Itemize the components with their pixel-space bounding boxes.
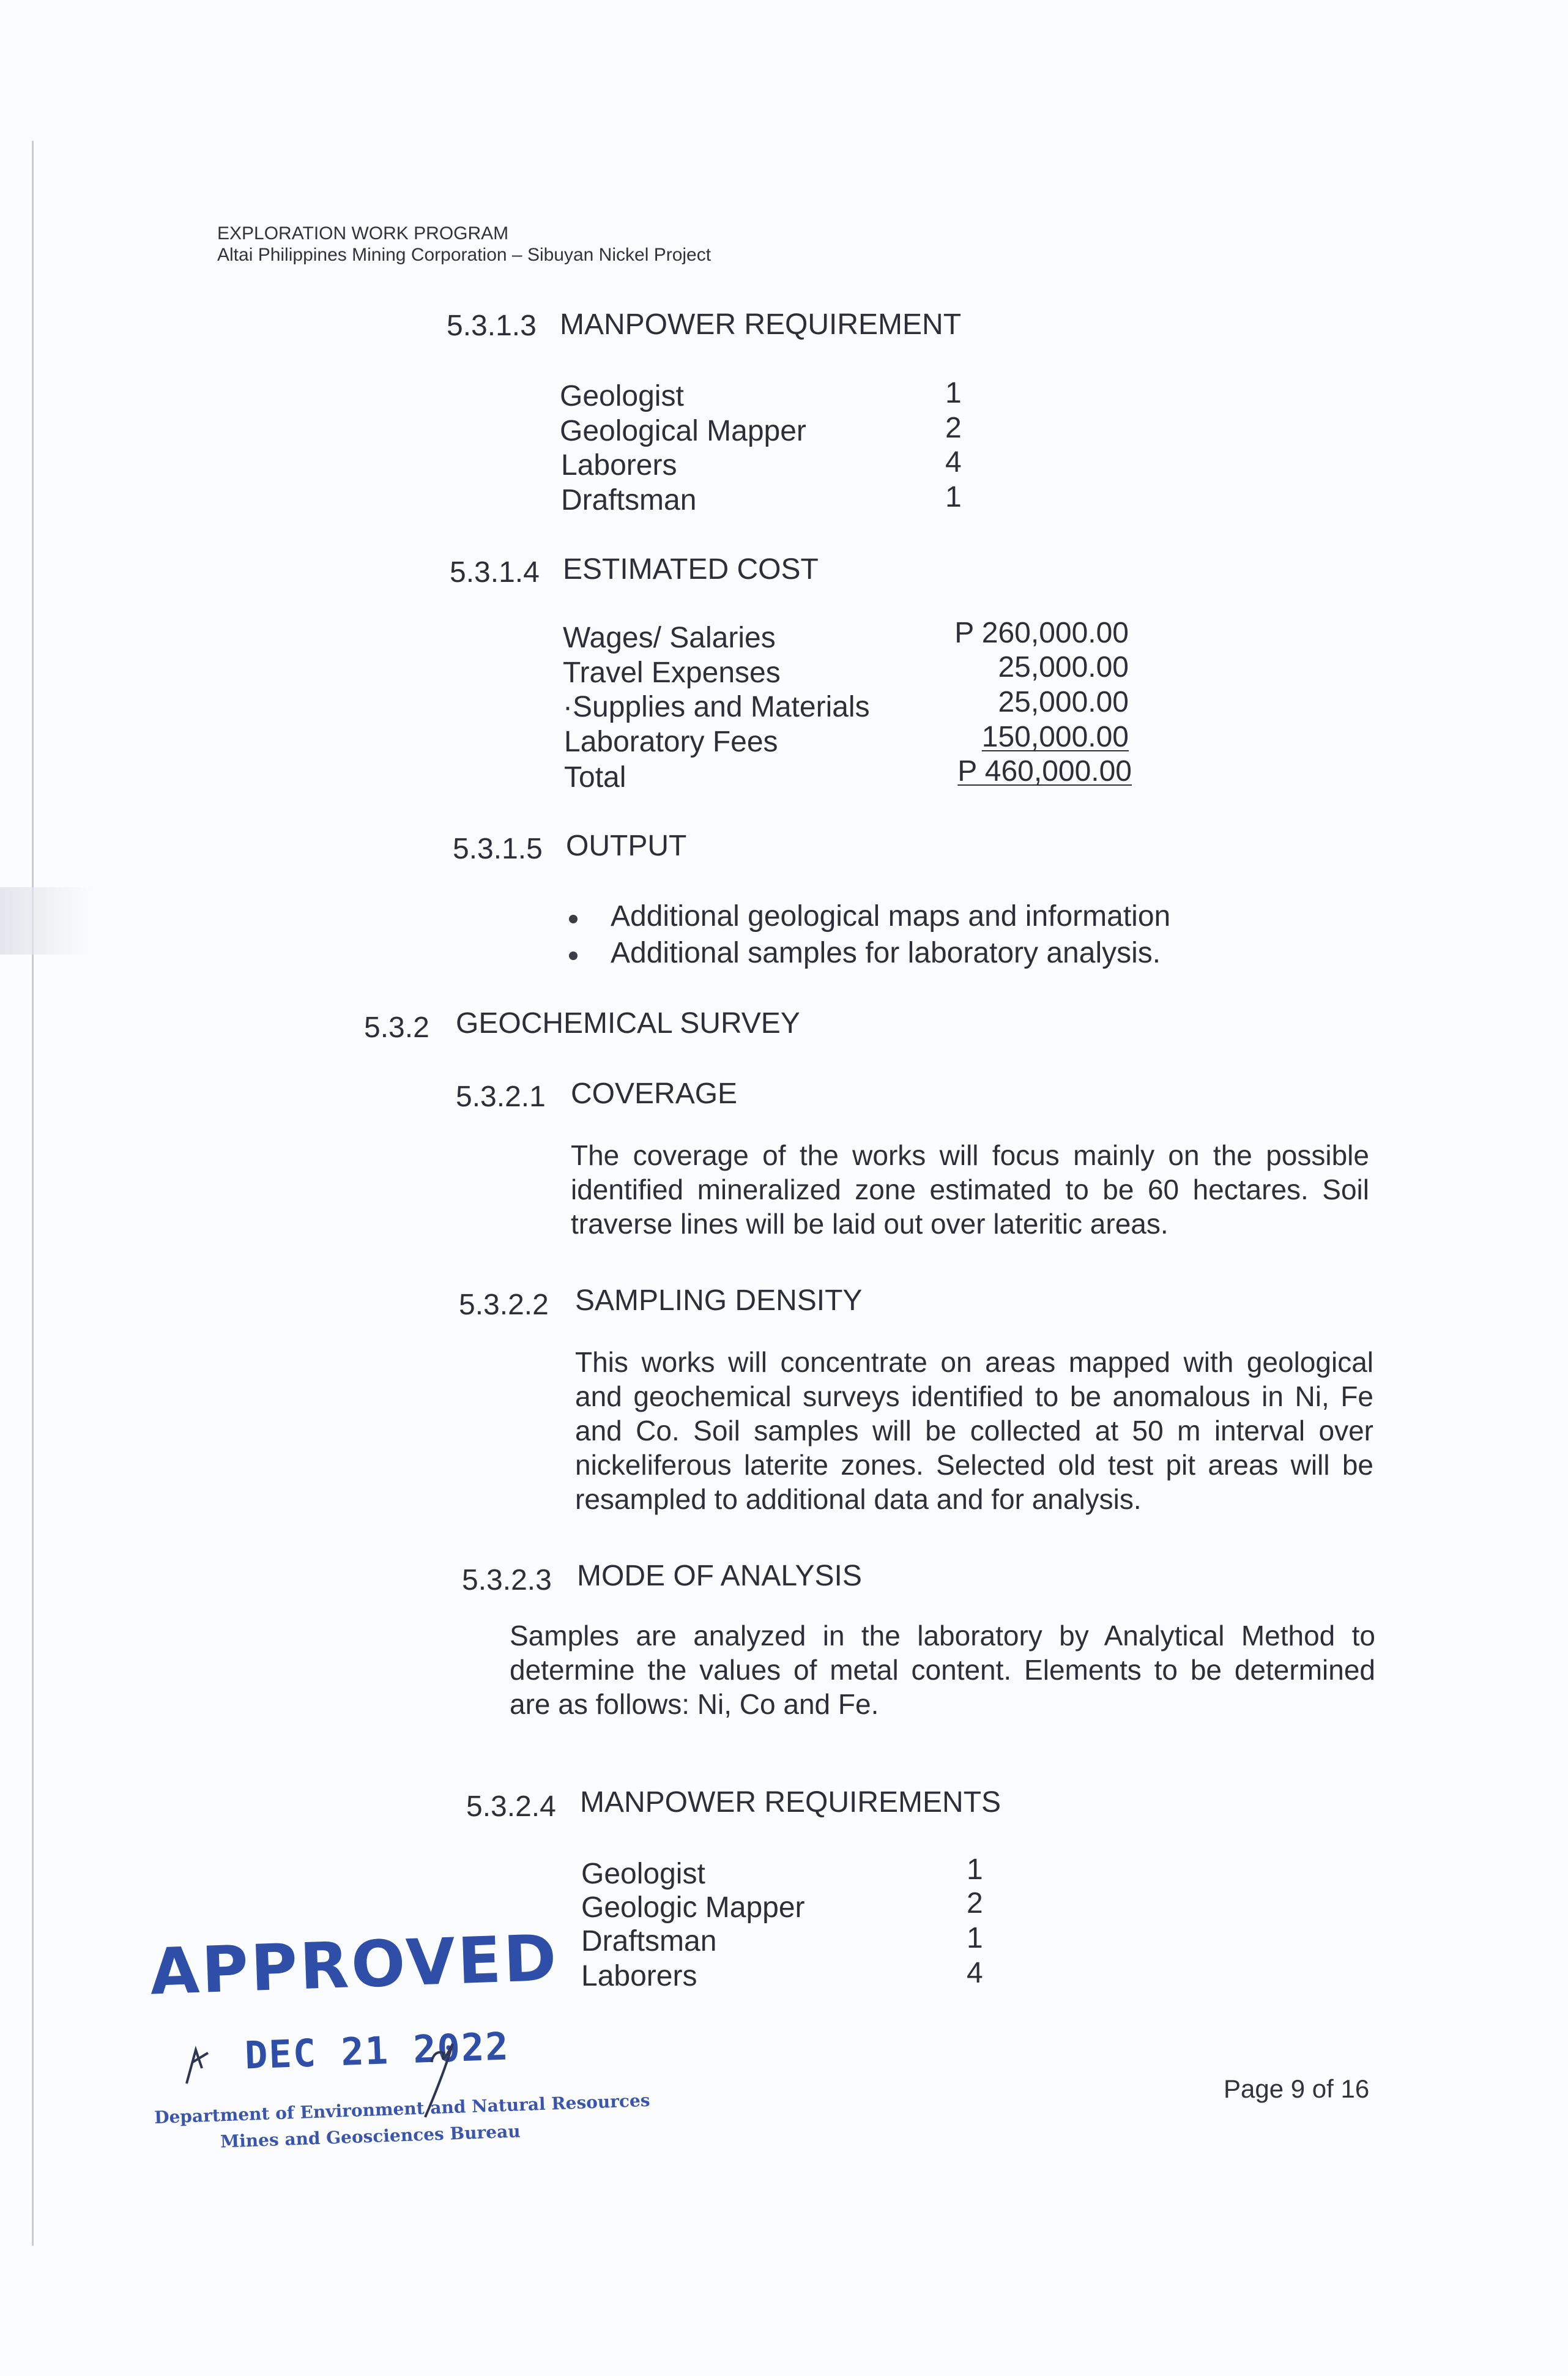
section-title: GEOCHEMICAL SURVEY [456, 1007, 800, 1040]
section-number: 5.3.1.3 [447, 310, 537, 342]
section-number: 5.3.1.5 [453, 833, 543, 865]
section-title: OUTPUT [566, 830, 687, 862]
bullet-icon [569, 952, 578, 960]
section-number: 5.3.1.4 [450, 556, 540, 589]
section-title: ESTIMATED COST [563, 553, 819, 586]
manpower-count: 1 [967, 1922, 983, 1954]
manpower-role: Draftsman [581, 1925, 717, 1957]
cost-label: ·Supplies and Materials [563, 691, 870, 723]
initial-signature-icon [174, 2025, 229, 2093]
approved-stamp: APPROVED [149, 1920, 560, 2009]
section-title: MANPOWER REQUIREMENT [560, 308, 962, 341]
scan-artifact [0, 887, 92, 955]
section-number: 5.3.2.1 [456, 1081, 546, 1113]
manpower-role: Geologist [560, 380, 684, 412]
manpower-role: Geological Mapper [560, 415, 806, 447]
manpower-role: Laborers [561, 449, 677, 482]
section-title: MODE OF ANALYSIS [577, 1560, 862, 1592]
header-subtitle: Altai Philippines Mining Corporation – Sibuyan Nickel Project [217, 245, 712, 265]
bullet-icon [569, 915, 578, 923]
manpower-count: 1 [945, 377, 962, 409]
section-number: 5.3.2 [364, 1011, 429, 1044]
manpower-count: 2 [967, 1887, 983, 1920]
manpower-role: Laborers [581, 1960, 697, 1992]
manpower-count: 1 [945, 481, 962, 513]
coverage-paragraph: The coverage of the works will focus mainly on the possible identified mineralized zone estimated to be 60 hectares. Soil traverse lines will be laid out over lateritic areas. [571, 1139, 1369, 1240]
stamp-department: Department of Environment and Natural Resources [154, 2090, 651, 2128]
cost-total: P 460,000.00 [957, 755, 1132, 788]
manpower-count: 2 [945, 412, 962, 444]
output-item: Additional geological maps and information [611, 900, 1171, 933]
output-item: Additional samples for laboratory analysis. [611, 937, 1161, 969]
manpower-role: Geologic Mapper [581, 1891, 805, 1924]
manpower-count: 4 [945, 446, 962, 479]
cost-amount: 25,000.00 [998, 651, 1129, 683]
stamp-bureau: Mines and Geosciences Bureau [220, 2121, 521, 2152]
section-title: SAMPLING DENSITY [575, 1284, 863, 1317]
manpower-count: 4 [967, 1957, 983, 1989]
cost-label: Total [564, 761, 626, 794]
section-number: 5.3.2.2 [459, 1289, 549, 1321]
section-title: MANPOWER REQUIREMENTS [580, 1786, 1001, 1819]
section-number: 5.3.2.4 [466, 1790, 556, 1823]
mode-of-analysis-paragraph: Samples are analyzed in the laboratory by Analytical Method to determine the values of metal content. Elements to be determined are as follows: Ni, Co and Fe. [510, 1620, 1375, 1720]
sampling-density-paragraph: This works will concentrate on areas mapped with geological and geochemical surveys identified to be anomalous in Ni, Fe and Co. Soil samples will be collected at 50 m interval over nickeliferous laterite zones. Selected old test pit areas will be resampled to additional data and for analysis. [575, 1346, 1373, 1515]
section-title: COVERAGE [571, 1078, 738, 1110]
left-margin-line [32, 141, 34, 2246]
page-number: Page 9 of 16 [1224, 2074, 1370, 2103]
section-number: 5.3.2.3 [462, 1564, 552, 1596]
manpower-role: Geologist [581, 1858, 705, 1890]
manpower-count: 1 [967, 1853, 983, 1886]
cost-amount: P 260,000.00 [954, 617, 1129, 649]
cost-amount: 150,000.00 [981, 721, 1129, 753]
cost-amount: 25,000.00 [998, 686, 1129, 718]
manpower-role: Draftsman [561, 484, 697, 516]
cost-label: Wages/ Salaries [563, 622, 776, 654]
cost-label: Travel Expenses [563, 657, 781, 689]
cost-label: Laboratory Fees [564, 726, 778, 758]
approval-date: DEC 21 2022 [243, 2024, 510, 2078]
header-title: EXPLORATION WORK PROGRAM [217, 223, 509, 244]
